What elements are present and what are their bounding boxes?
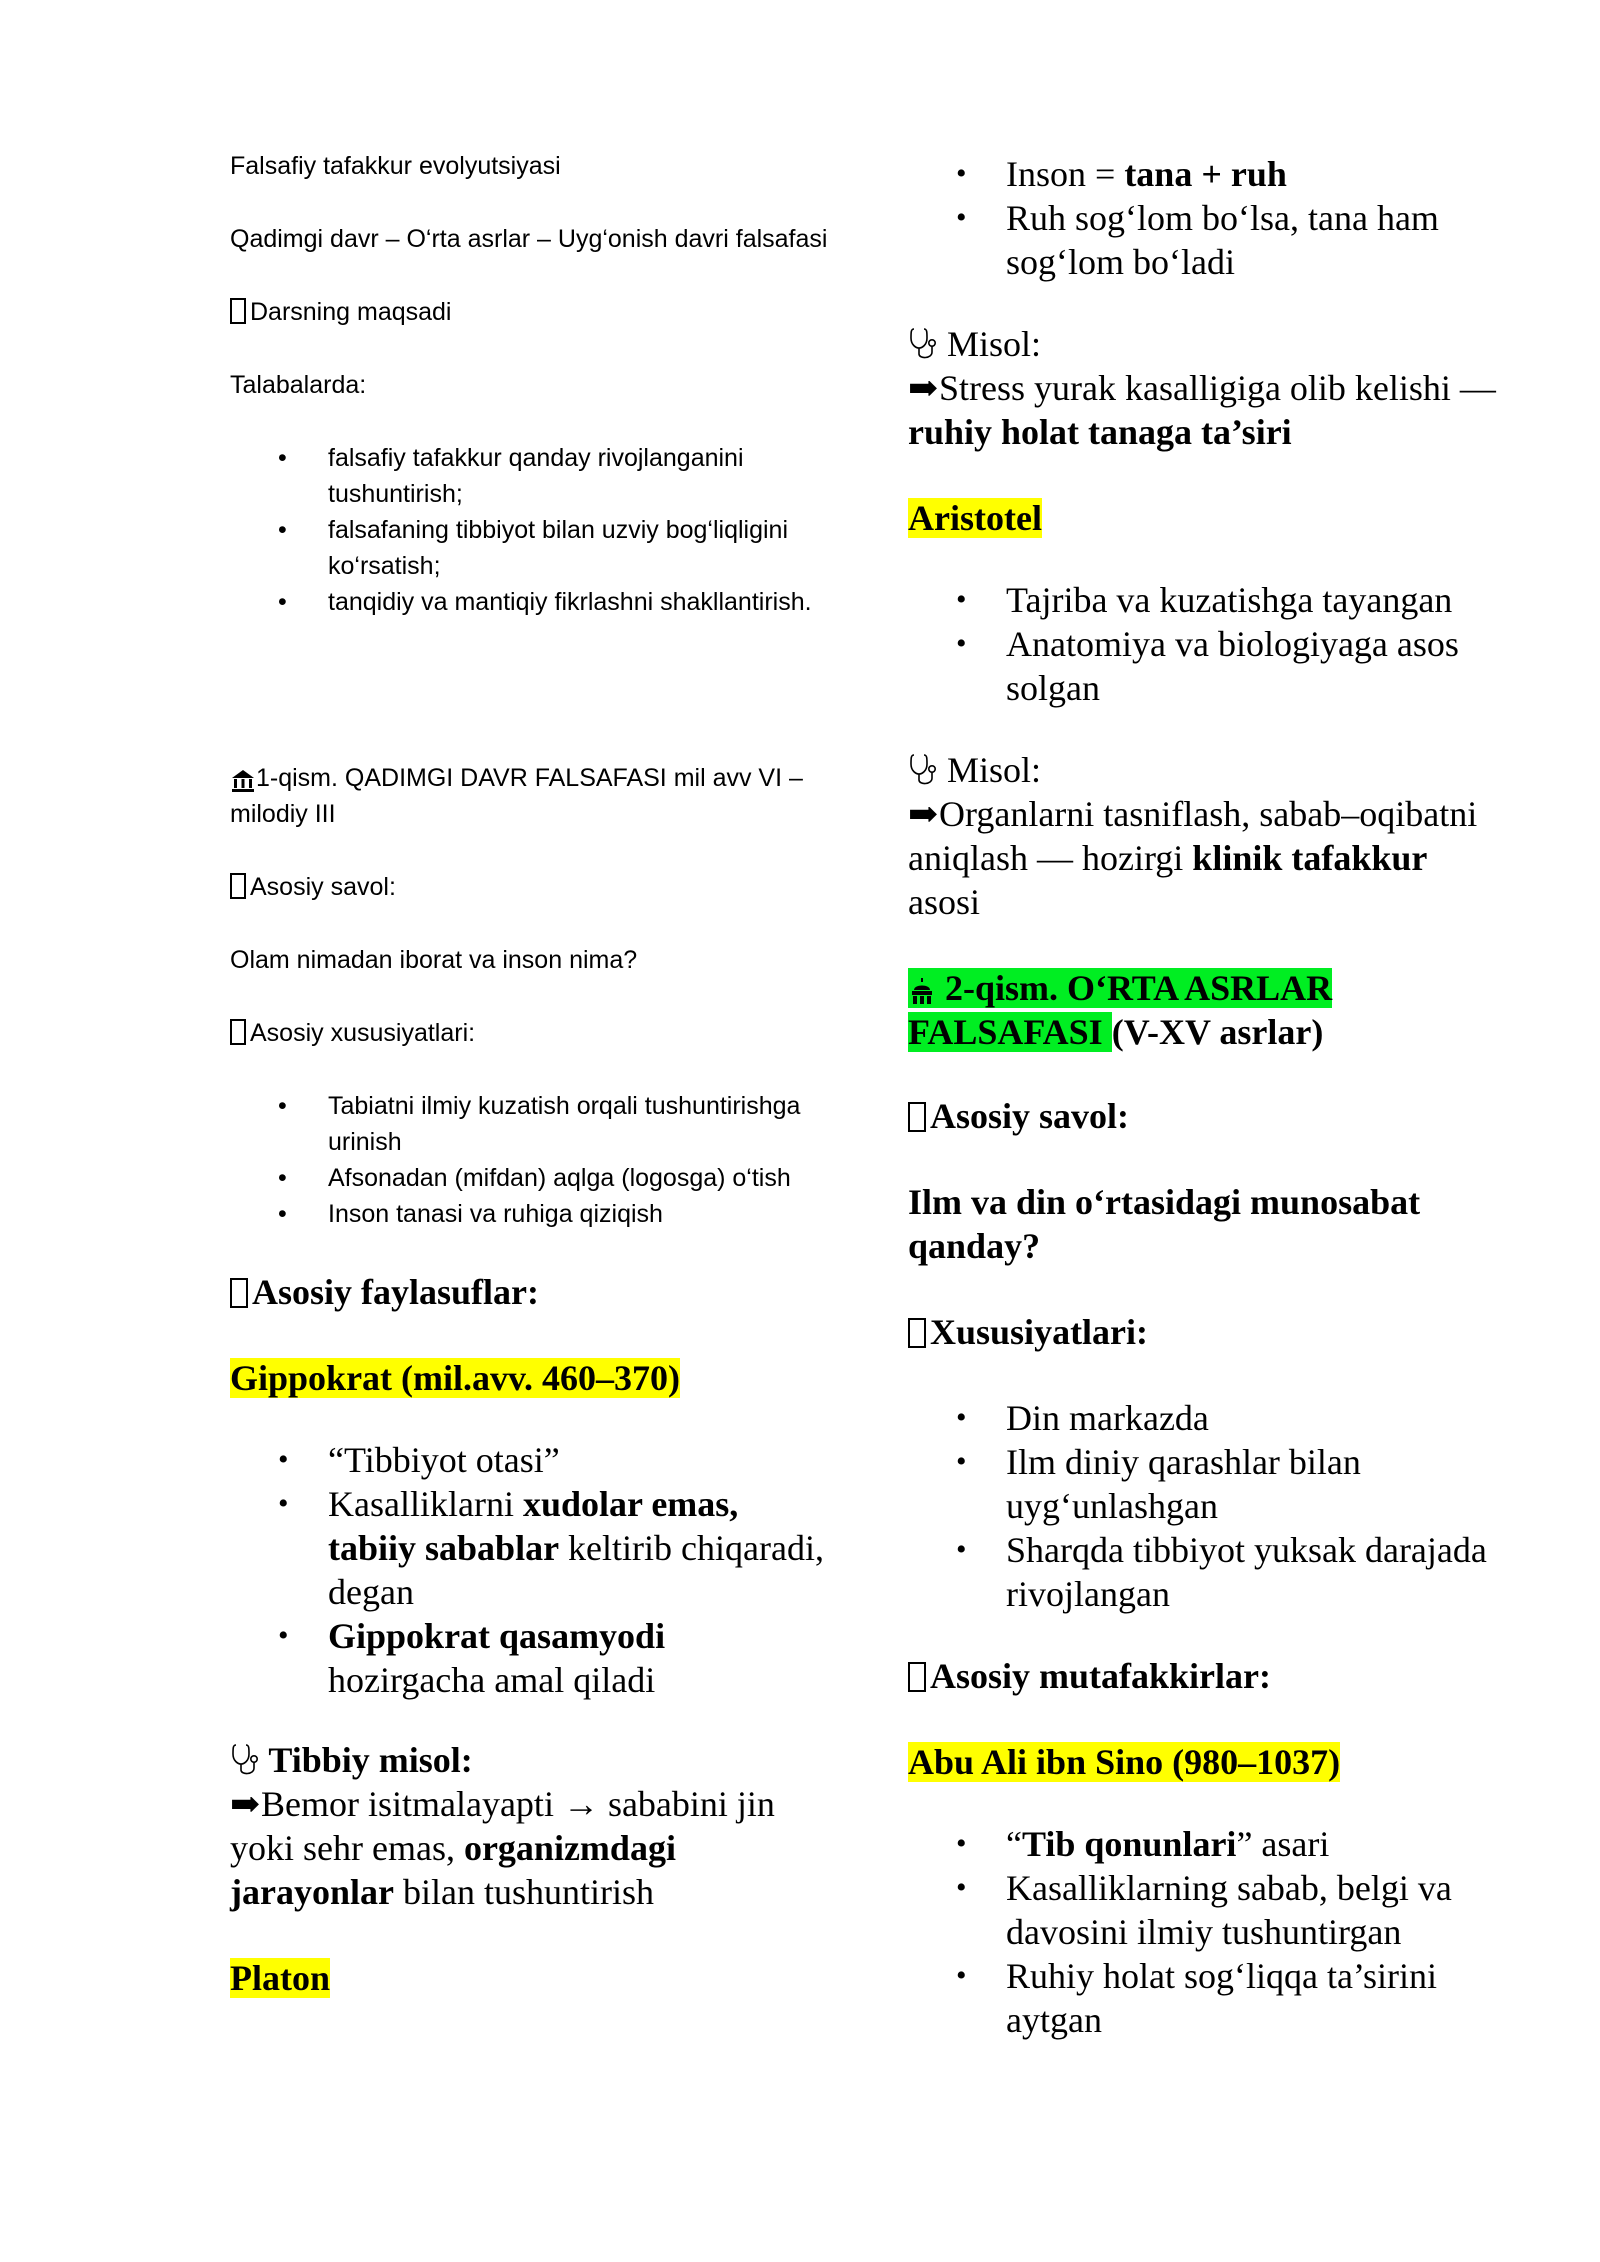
missing-glyph-icon <box>230 873 246 899</box>
main-question-label: Asosiy savol: <box>230 869 830 905</box>
list-item: • Afsonadan (mifdan) aqlga (logosga) o‘tish <box>230 1160 830 1196</box>
hippocrates-list <box>230 1438 830 1702</box>
list-item: • Tabiatni ilmiy kuzatish orqali tushuntirishga urinish <box>230 1088 830 1160</box>
aristotle-list <box>908 578 1508 710</box>
main-question: Ilm va din o‘rtasidagi munosabat qanday? <box>908 1182 1421 1266</box>
left-column <box>230 148 830 2000</box>
features-label: Asosiy xususiyatlari: <box>230 1015 830 1051</box>
arrow-right-icon: ➡ <box>908 368 939 408</box>
part1-heading: 1-qism. QADIMGI DAVR FALSAFASI mil avv VI – milodiy III <box>230 764 803 828</box>
platon-heading: Platon <box>230 1958 331 1998</box>
list-item: • Tajriba va kuzatishga tayangan <box>908 578 1508 622</box>
list-item: • Inson = tana + ruh <box>908 152 1508 196</box>
list-item: • Ilm diniy qarashlar bilan uyg‘unlashgan <box>908 1440 1508 1528</box>
missing-glyph-icon <box>908 1662 926 1692</box>
right-column <box>908 152 1508 2042</box>
list-item: • Kasalliklarning sabab, belgi va davosini ilmiy tushuntirgan <box>908 1866 1508 1954</box>
med-example-text: ➡ Bemor isitmalayapti → sababini jin yoki sehr emas, organizmdagi jarayonlar bilan tushuntirish <box>230 1784 775 1912</box>
list-item: • Ruh sog‘lom bo‘lsa, tana ham sog‘lom bo‘ladi <box>908 196 1508 284</box>
missing-glyph-icon <box>908 1102 926 1132</box>
list-item: • Gippokrat qasamyodi hozirgacha amal qiladi <box>230 1614 830 1702</box>
example-label: Misol: <box>908 748 1508 792</box>
list-item: • Ruhiy holat sog‘liqqa ta’sirini aytgan <box>908 1954 1508 2042</box>
features-list <box>908 1396 1508 1616</box>
philosophers-label: Asosiy faylasuflar: <box>230 1270 830 1314</box>
part2-heading: 2-qism. O‘RTA ASRLAR FALSAFASI (V-XV asrlar) <box>908 968 1333 1052</box>
document-title: Falsafiy tafakkur evolyutsiyasi <box>230 152 561 180</box>
list-item: • Inson tanasi va ruhiga qiziqish <box>230 1196 830 1232</box>
stethoscope-icon <box>230 1742 260 1778</box>
missing-glyph-icon <box>230 1019 246 1045</box>
list-item: • Din markazda <box>908 1396 1508 1440</box>
list-item: • Anatomiya va biologiyaga asos solgan <box>908 622 1508 710</box>
arrow-right-icon: ➡ <box>908 794 939 834</box>
avicenna-list <box>908 1822 1508 2042</box>
list-item: • falsafaning tibbiyot bilan uzviy bog‘liqligini ko‘rsatish; <box>230 512 830 584</box>
missing-glyph-icon <box>230 298 246 324</box>
periods-subtitle: Qadimgi davr – O‘rta asrlar – Uyg‘onish davri falsafasi <box>230 225 828 253</box>
list-item: • “Tib qonunlari” asari <box>908 1822 1508 1866</box>
stethoscope-icon <box>908 752 938 788</box>
list-item: • tanqidiy va mantiqiy fikrlashni shakllantirish. <box>230 584 830 620</box>
main-question-label: Asosiy savol: <box>908 1094 1508 1138</box>
goal-heading: Darsning maqsadi <box>230 294 830 330</box>
list-item: • Kasalliklarni xudolar emas, tabiiy sabablar keltirib chiqaradi, degan <box>230 1482 830 1614</box>
mosque-icon <box>908 976 936 1006</box>
example1-text: ➡ Stress yurak kasalligiga olib kelishi — ruhiy holat tanaga ta’siri <box>908 368 1496 452</box>
avicenna-heading: Abu Ali ibn Sino (980–1037) <box>908 1742 1341 1782</box>
students-label: Talabalarda: <box>230 371 367 399</box>
platon-list <box>908 152 1508 284</box>
thinkers-label: Asosiy mutafakkirlar: <box>908 1654 1508 1698</box>
goals-list <box>230 440 830 620</box>
list-item: • falsafiy tafakkur qanday rivojlanganini tushuntirish; <box>230 440 830 512</box>
aristotle-heading: Aristotel <box>908 498 1042 538</box>
example-label: Misol: <box>908 322 1508 366</box>
features-label: Xususiyatlari: <box>908 1310 1508 1354</box>
stethoscope-icon <box>908 326 938 362</box>
main-question: Olam nimadan iborat va inson nima? <box>230 946 638 974</box>
arrow-right-icon: ➡ <box>230 1784 261 1824</box>
hippocrates-heading: Gippokrat (mil.avv. 460–370) <box>230 1358 681 1398</box>
classical-building-icon <box>230 768 256 792</box>
missing-glyph-icon <box>230 1278 248 1308</box>
list-item: • “Tibbiyot otasi” <box>230 1438 830 1482</box>
features-list <box>230 1088 830 1232</box>
example2-text: ➡ Organlarni tasniflash, sabab–oqibatni aniqlash — hozirgi klinik tafakkur asosi <box>908 794 1478 922</box>
med-example-label: Tibbiy misol: <box>230 1738 830 1782</box>
missing-glyph-icon <box>908 1318 926 1348</box>
list-item: • Sharqda tibbiyot yuksak darajada rivojlangan <box>908 1528 1508 1616</box>
